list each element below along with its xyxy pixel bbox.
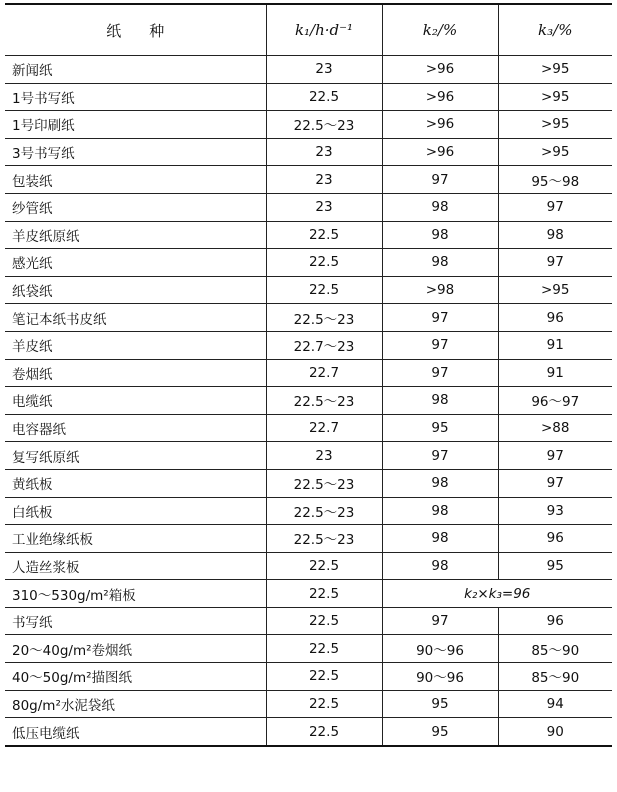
- table-row: [5, 193, 612, 221]
- k1-cell: 22.5: [266, 580, 382, 608]
- k1-cell: 22.5: [266, 221, 382, 249]
- paper-type-cell: 1号书写纸: [5, 83, 266, 111]
- table-row: [5, 552, 612, 580]
- k1-cell: 23: [266, 56, 382, 84]
- header-k2: k₂/%: [382, 4, 498, 56]
- paper-type-cell: 包装纸: [5, 166, 266, 194]
- paper-type-cell: 感光纸: [5, 249, 266, 277]
- table-row: [5, 304, 612, 332]
- table-row: [5, 663, 612, 691]
- k2-cell: 98: [382, 552, 498, 580]
- k2-cell: 98: [382, 221, 498, 249]
- k1-cell: 22.5: [266, 83, 382, 111]
- k3-cell: 96: [498, 304, 612, 332]
- k1-cell: 22.5～23: [266, 111, 382, 139]
- k1-cell: 22.5: [266, 607, 382, 635]
- header-paper-type: 纸种: [5, 4, 266, 56]
- table-row: [5, 718, 612, 746]
- paper-type-cell: 工业绝缘纸板: [5, 525, 266, 553]
- k1-cell: 22.7～23: [266, 331, 382, 359]
- k2-cell: 97: [382, 442, 498, 470]
- k3-cell: 91: [498, 359, 612, 387]
- k3-cell: >88: [498, 414, 612, 442]
- k1-cell: 23: [266, 193, 382, 221]
- k3-cell: >95: [498, 138, 612, 166]
- paper-type-cell: 310～530g/m²箱板: [5, 580, 266, 608]
- k2-cell: 90～96: [382, 635, 498, 663]
- paper-coefficient-table: [5, 3, 612, 747]
- k3-cell: 85～90: [498, 635, 612, 663]
- table-row: [5, 56, 612, 84]
- k1-cell: 22.5: [266, 663, 382, 691]
- k2-cell: >96: [382, 138, 498, 166]
- k3-cell: 97: [498, 442, 612, 470]
- k3-cell: 96～97: [498, 387, 612, 415]
- k2-cell: >96: [382, 111, 498, 139]
- k2-cell: 95: [382, 690, 498, 718]
- k3-cell: 97: [498, 249, 612, 277]
- k1-cell: 22.5～23: [266, 304, 382, 332]
- paper-type-cell: 白纸板: [5, 497, 266, 525]
- k2-cell: >98: [382, 276, 498, 304]
- k1-cell: 22.5: [266, 552, 382, 580]
- k1-cell: 23: [266, 166, 382, 194]
- k2-cell: 98: [382, 249, 498, 277]
- paper-type-cell: 3号书写纸: [5, 138, 266, 166]
- paper-type-cell: 人造丝浆板: [5, 552, 266, 580]
- k2-cell: 95: [382, 718, 498, 746]
- k3-cell: 95: [498, 552, 612, 580]
- paper-type-cell: 笔记本纸书皮纸: [5, 304, 266, 332]
- k3-cell: 94: [498, 690, 612, 718]
- k3-cell: 91: [498, 331, 612, 359]
- paper-type-cell: 纱管纸: [5, 193, 266, 221]
- k2-cell: 90～96: [382, 663, 498, 691]
- k1-cell: 22.7: [266, 414, 382, 442]
- table-row: [5, 635, 612, 663]
- k2-cell: 98: [382, 525, 498, 553]
- paper-type-cell: 羊皮纸: [5, 331, 266, 359]
- table-body: [5, 56, 612, 746]
- table-row: [5, 221, 612, 249]
- k1-cell: 22.5: [266, 718, 382, 746]
- table-header-row: [5, 4, 612, 56]
- k3-cell: 93: [498, 497, 612, 525]
- paper-type-cell: 电缆纸: [5, 387, 266, 415]
- k3-cell: >95: [498, 276, 612, 304]
- k1-cell: 22.5～23: [266, 469, 382, 497]
- k2-cell: 97: [382, 359, 498, 387]
- k1-cell: 22.5: [266, 690, 382, 718]
- table-row: [5, 138, 612, 166]
- k1-cell: 22.5～23: [266, 387, 382, 415]
- k2-cell: 98: [382, 387, 498, 415]
- table-row: [5, 525, 612, 553]
- k2-cell: 95: [382, 414, 498, 442]
- table-row: [5, 442, 612, 470]
- k1-cell: 22.5～23: [266, 497, 382, 525]
- k1-cell: 23: [266, 138, 382, 166]
- k2-cell: 97: [382, 607, 498, 635]
- table-row: [5, 387, 612, 415]
- k3-cell: 96: [498, 607, 612, 635]
- k1-cell: 22.7: [266, 359, 382, 387]
- k3-cell: 98: [498, 221, 612, 249]
- header-k1: k₁/h·d⁻¹: [266, 4, 382, 56]
- k2-cell: 98: [382, 497, 498, 525]
- k3-cell: >95: [498, 56, 612, 84]
- k3-cell: 96: [498, 525, 612, 553]
- k3-cell: 90: [498, 718, 612, 746]
- paper-type-cell: 20～40g/m²卷烟纸: [5, 635, 266, 663]
- paper-type-cell: 复写纸原纸: [5, 442, 266, 470]
- k2-cell: 97: [382, 304, 498, 332]
- paper-type-cell: 1号印刷纸: [5, 111, 266, 139]
- k2-cell: >96: [382, 56, 498, 84]
- table-row: [5, 497, 612, 525]
- table-row: [5, 83, 612, 111]
- k3-cell: 95～98: [498, 166, 612, 194]
- paper-type-cell: 卷烟纸: [5, 359, 266, 387]
- k3-cell: 85～90: [498, 663, 612, 691]
- k1-cell: 23: [266, 442, 382, 470]
- table-row: [5, 249, 612, 277]
- paper-type-cell: 电容器纸: [5, 414, 266, 442]
- k2-cell: 98: [382, 193, 498, 221]
- k1-cell: 22.5: [266, 635, 382, 663]
- k1-cell: 22.5～23: [266, 525, 382, 553]
- paper-type-cell: 低压电缆纸: [5, 718, 266, 746]
- paper-type-cell: 黄纸板: [5, 469, 266, 497]
- table-row: [5, 359, 612, 387]
- table-row: [5, 276, 612, 304]
- table-row: [5, 469, 612, 497]
- table-row: [5, 166, 612, 194]
- k3-cell: 97: [498, 193, 612, 221]
- table-row: [5, 690, 612, 718]
- k3-cell: >95: [498, 83, 612, 111]
- paper-type-cell: 80g/m²水泥袋纸: [5, 690, 266, 718]
- table-row: [5, 580, 612, 608]
- header-k3: k₃/%: [498, 4, 612, 56]
- paper-type-cell: 羊皮纸原纸: [5, 221, 266, 249]
- k3-cell: 97: [498, 469, 612, 497]
- k2-cell: >96: [382, 83, 498, 111]
- k1-cell: 22.5: [266, 276, 382, 304]
- k1-cell: 22.5: [266, 249, 382, 277]
- paper-type-cell: 新闻纸: [5, 56, 266, 84]
- k2-k3-merged-cell: k₂×k₃=96: [382, 580, 612, 608]
- k2-cell: 97: [382, 331, 498, 359]
- table-row: [5, 414, 612, 442]
- table-row: [5, 607, 612, 635]
- table-row: [5, 331, 612, 359]
- paper-type-cell: 书写纸: [5, 607, 266, 635]
- k3-cell: >95: [498, 111, 612, 139]
- paper-type-cell: 纸袋纸: [5, 276, 266, 304]
- paper-type-cell: 40～50g/m²描图纸: [5, 663, 266, 691]
- k2-cell: 98: [382, 469, 498, 497]
- k2-cell: 97: [382, 166, 498, 194]
- table-row: [5, 111, 612, 139]
